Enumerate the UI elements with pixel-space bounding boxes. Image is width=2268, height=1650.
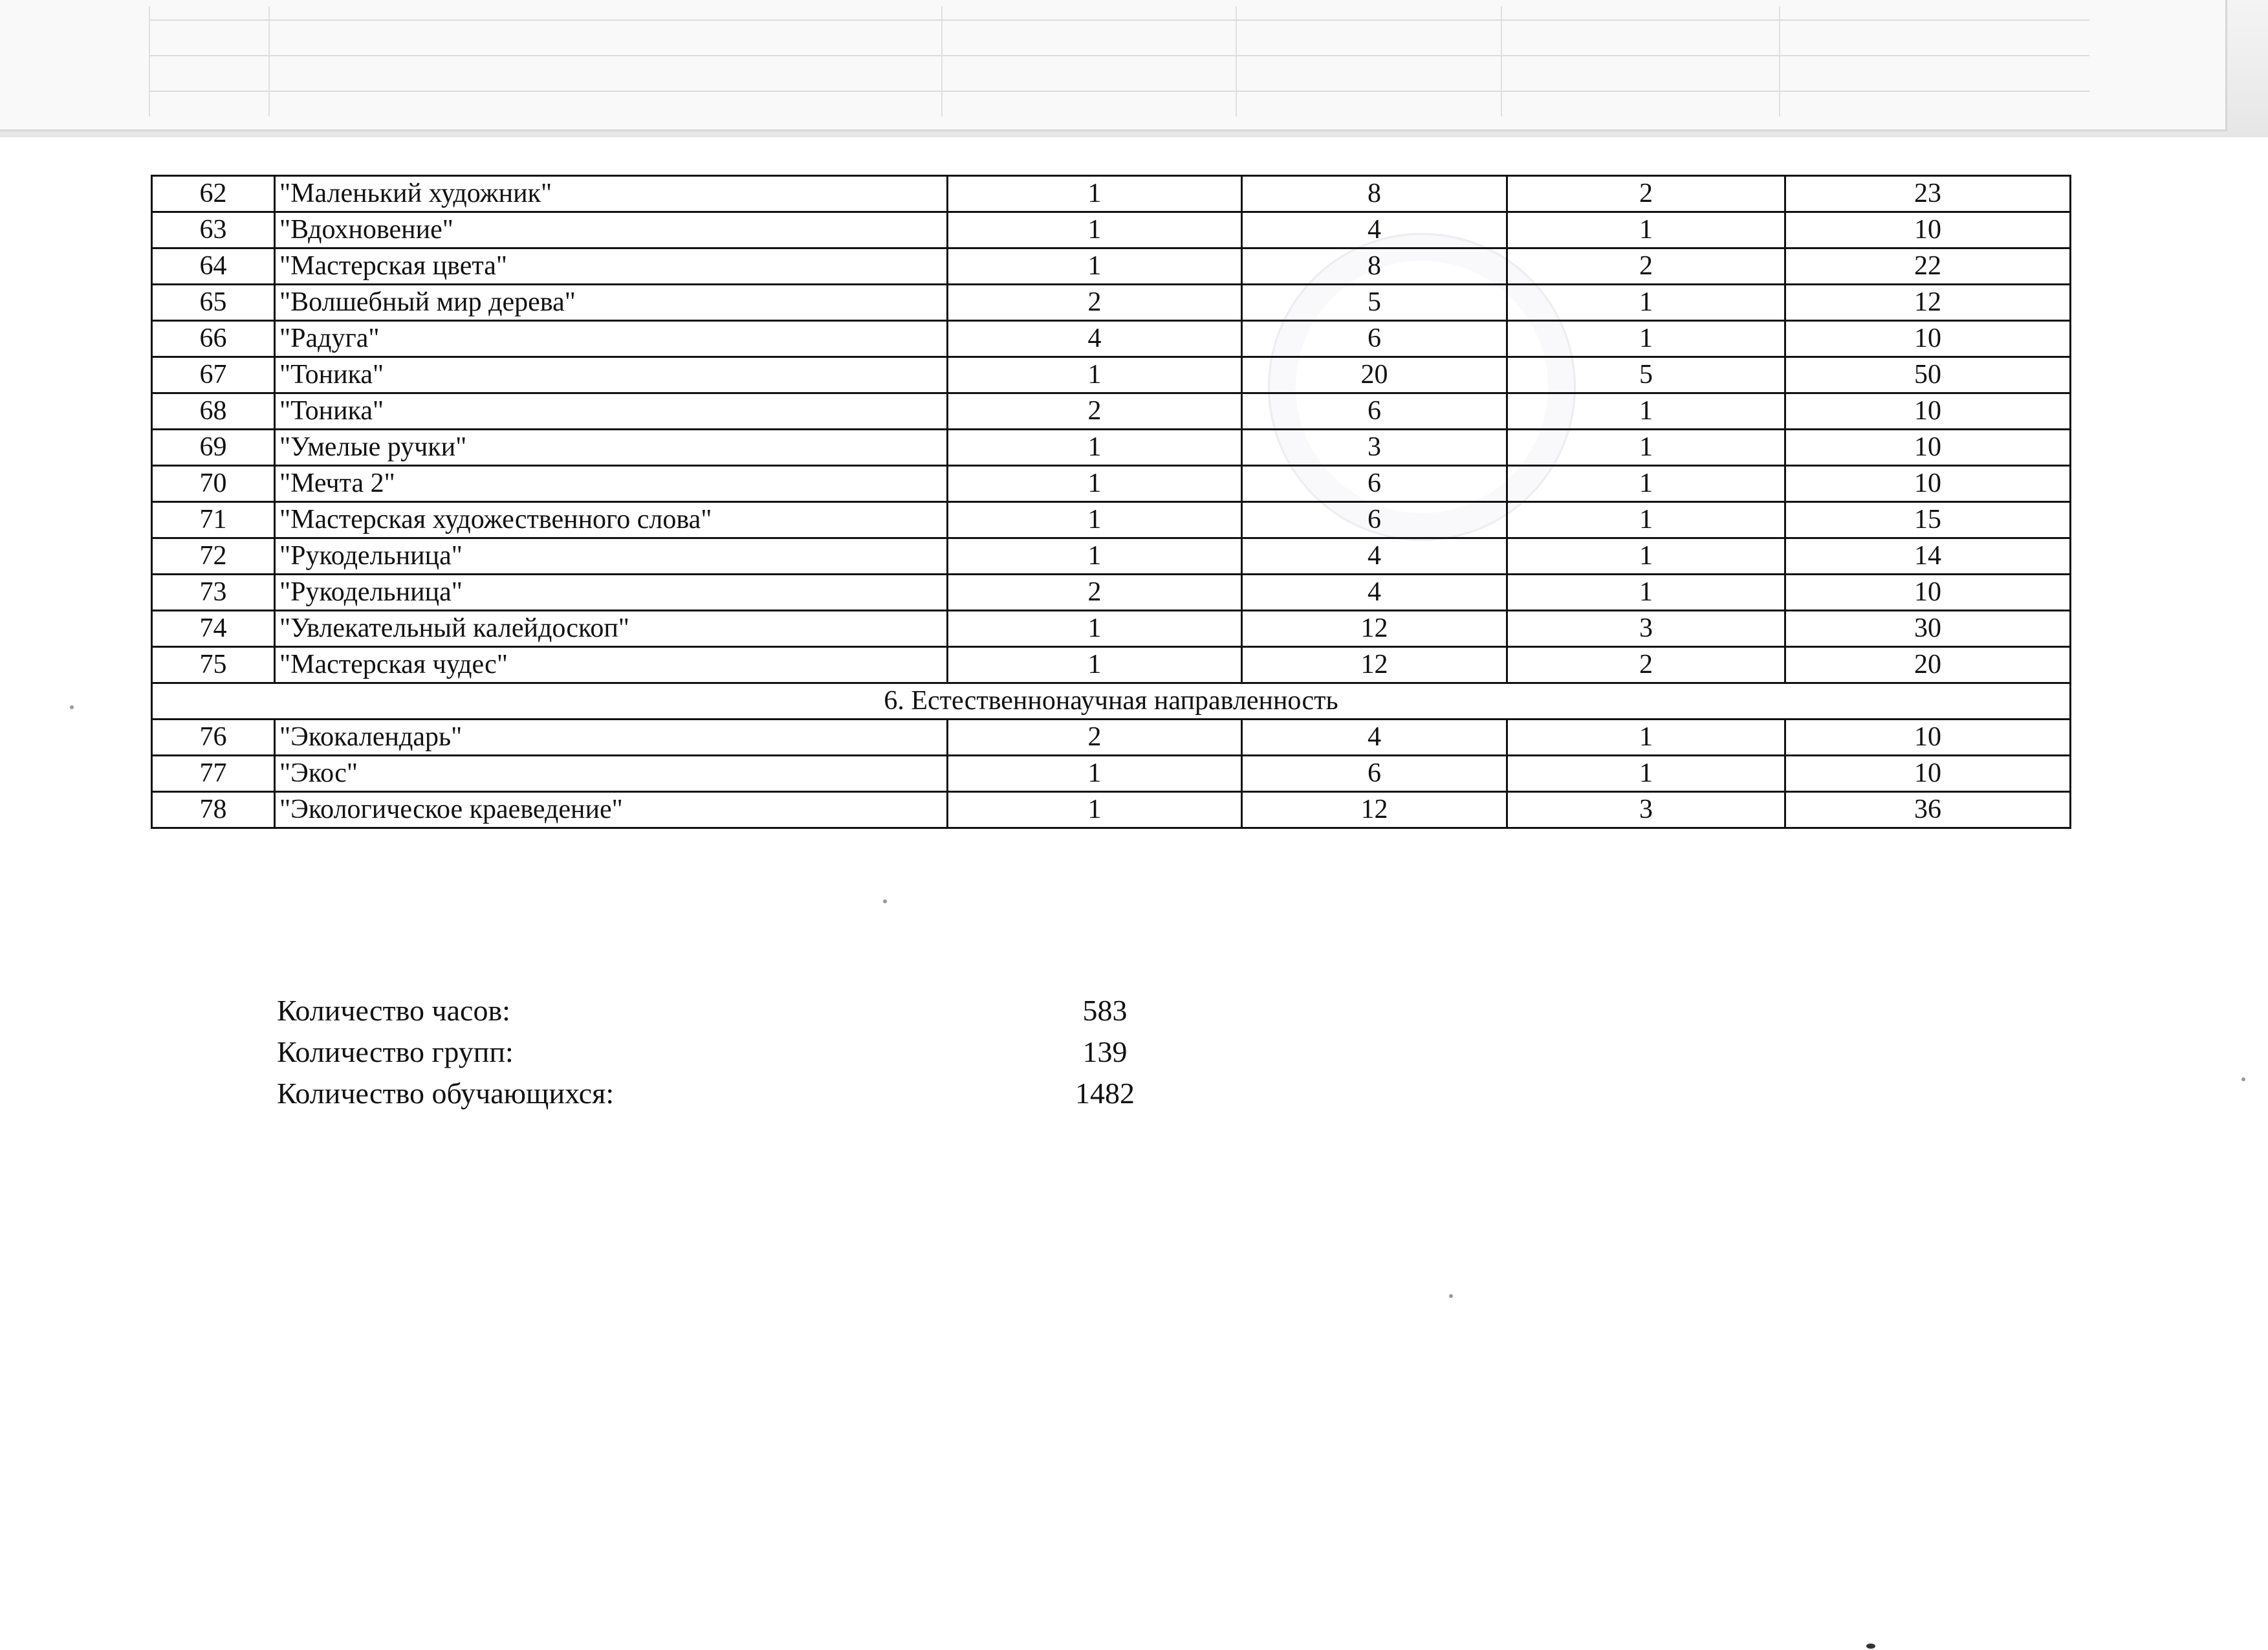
value-cell-2: 4 [1242,538,1507,575]
program-name-cell: "Мечта 2" [275,466,948,502]
program-name-cell: "Маленький художник" [275,176,948,212]
table-row [152,647,2071,683]
program-name-cell: "Экокалендарь" [275,720,948,756]
program-name-cell: "Экологическое краеведение" [275,792,948,828]
value-cell-1: 1 [948,647,1242,683]
row-number-cell: 67 [152,357,275,393]
programs-table [151,175,2071,829]
value-cell-2: 12 [1242,611,1507,647]
summary-hours-value: 583 [1082,994,1128,1027]
value-cell-3: 2 [1507,176,1785,212]
value-cell-1: 1 [948,430,1242,466]
value-cell-4: 10 [1785,212,2071,248]
ghost-table-line [1779,6,1780,116]
value-cell-4: 23 [1785,176,2071,212]
table-row [152,321,2071,357]
program-name-cell: "Рукодельница" [275,538,948,575]
table-row [152,756,2071,792]
table-row [152,466,2071,502]
row-number-cell: 65 [152,285,275,321]
program-name-cell: "Радуга" [275,321,948,357]
value-cell-4: 50 [1785,357,2071,393]
value-cell-4: 10 [1785,756,2071,792]
previous-sheet-edge [0,0,2227,131]
summary-hours-row [277,990,1183,1031]
value-cell-1: 1 [948,611,1242,647]
row-number-cell: 75 [152,647,275,683]
value-cell-1: 1 [948,176,1242,212]
value-cell-3: 1 [1507,502,1785,538]
row-number-cell: 63 [152,212,275,248]
program-name-cell: "Увлекательный калейдоскоп" [275,611,948,647]
value-cell-2: 4 [1242,575,1507,611]
row-number-cell: 77 [152,756,275,792]
value-cell-2: 3 [1242,430,1507,466]
table-row [152,212,2071,248]
ghost-table-line [268,6,270,116]
row-number-cell: 68 [152,393,275,430]
ghost-table-line [1236,6,1237,116]
value-cell-4: 36 [1785,792,2071,828]
value-cell-2: 5 [1242,285,1507,321]
value-cell-3: 1 [1507,720,1785,756]
program-name-cell: "Мастерская художественного слова" [275,502,948,538]
ghost-table-line [149,19,2089,21]
program-name-cell: "Мастерская чудес" [275,647,948,683]
value-cell-2: 8 [1242,248,1507,285]
ghost-table-line [149,6,150,116]
row-number-cell: 78 [152,792,275,828]
program-name-cell: "Умелые ручки" [275,430,948,466]
value-cell-4: 10 [1785,393,2071,430]
table-row [152,393,2071,430]
value-cell-3: 1 [1507,393,1785,430]
value-cell-1: 1 [948,792,1242,828]
section-header-row [152,683,2071,720]
program-name-cell: "Тоника" [275,393,948,430]
value-cell-4: 15 [1785,502,2071,538]
table-row [152,430,2071,466]
value-cell-2: 6 [1242,393,1507,430]
value-cell-4: 10 [1785,466,2071,502]
value-cell-2: 6 [1242,756,1507,792]
value-cell-2: 6 [1242,321,1507,357]
value-cell-4: 14 [1785,538,2071,575]
table-row [152,575,2071,611]
value-cell-3: 1 [1507,212,1785,248]
program-name-cell: "Тоника" [275,357,948,393]
table-row [152,502,2071,538]
row-number-cell: 64 [152,248,275,285]
table-row [152,248,2071,285]
value-cell-1: 1 [948,538,1242,575]
program-name-cell: "Экос" [275,756,948,792]
row-number-cell: 70 [152,466,275,502]
value-cell-1: 1 [948,212,1242,248]
table-row [152,792,2071,828]
summary-groups-label: Количество групп: [277,1035,514,1068]
summary-students-label: Количество обучающихся: [277,1077,615,1110]
value-cell-1: 2 [948,720,1242,756]
value-cell-3: 1 [1507,285,1785,321]
programs-table-body [152,176,2071,828]
value-cell-3: 2 [1507,647,1785,683]
section-title: 6. Естественнонаучная направленность [152,683,2071,720]
row-number-cell: 73 [152,575,275,611]
value-cell-2: 6 [1242,502,1507,538]
value-cell-3: 1 [1507,538,1785,575]
row-number-cell: 71 [152,502,275,538]
scan-speck [2241,1077,2245,1081]
value-cell-4: 22 [1785,248,2071,285]
row-number-cell: 76 [152,720,275,756]
table-row [152,538,2071,575]
scan-speck [70,705,74,709]
value-cell-4: 12 [1785,285,2071,321]
ghost-table-line [1501,6,1502,116]
value-cell-3: 1 [1507,430,1785,466]
table-row [152,285,2071,321]
summary-groups-row [277,1031,1183,1073]
ghost-table-line [149,91,2089,92]
value-cell-3: 5 [1507,357,1785,393]
scan-previous-sheet-band [0,0,2268,139]
scan-speck [1449,1294,1453,1298]
program-name-cell: "Вдохновение" [275,212,948,248]
value-cell-3: 3 [1507,792,1785,828]
value-cell-2: 20 [1242,357,1507,393]
value-cell-4: 20 [1785,647,2071,683]
value-cell-1: 2 [948,575,1242,611]
value-cell-1: 2 [948,393,1242,430]
value-cell-1: 1 [948,357,1242,393]
summary-students-row [277,1073,1183,1114]
row-number-cell: 66 [152,321,275,357]
summary-students-value: 1482 [1075,1077,1135,1110]
value-cell-1: 2 [948,285,1242,321]
ghost-table-line [941,6,943,116]
value-cell-3: 1 [1507,575,1785,611]
value-cell-2: 4 [1242,212,1507,248]
value-cell-3: 1 [1507,321,1785,357]
row-number-cell: 74 [152,611,275,647]
value-cell-3: 1 [1507,756,1785,792]
summary-block [277,990,1183,1114]
table-row [152,176,2071,212]
value-cell-4: 10 [1785,720,2071,756]
value-cell-3: 2 [1507,248,1785,285]
value-cell-1: 4 [948,321,1242,357]
row-number-cell: 69 [152,430,275,466]
value-cell-4: 10 [1785,321,2071,357]
program-name-cell: "Волшебный мир дерева" [275,285,948,321]
program-name-cell: "Рукодельница" [275,575,948,611]
table-row [152,611,2071,647]
table-row [152,357,2071,393]
value-cell-3: 3 [1507,611,1785,647]
row-number-cell: 72 [152,538,275,575]
value-cell-2: 12 [1242,647,1507,683]
value-cell-4: 10 [1785,575,2071,611]
summary-groups-value: 139 [1082,1035,1128,1068]
value-cell-1: 1 [948,466,1242,502]
value-cell-2: 4 [1242,720,1507,756]
value-cell-1: 1 [948,248,1242,285]
value-cell-4: 30 [1785,611,2071,647]
value-cell-2: 6 [1242,466,1507,502]
ghost-table-line [149,55,2089,56]
value-cell-1: 1 [948,502,1242,538]
row-number-cell: 62 [152,176,275,212]
scan-speck [1866,1644,1875,1649]
value-cell-1: 1 [948,756,1242,792]
scan-speck [883,899,887,903]
summary-hours-label: Количество часов: [277,994,510,1027]
value-cell-4: 10 [1785,430,2071,466]
program-name-cell: "Мастерская цвета" [275,248,948,285]
table-row [152,720,2071,756]
value-cell-2: 12 [1242,792,1507,828]
value-cell-2: 8 [1242,176,1507,212]
value-cell-3: 1 [1507,466,1785,502]
